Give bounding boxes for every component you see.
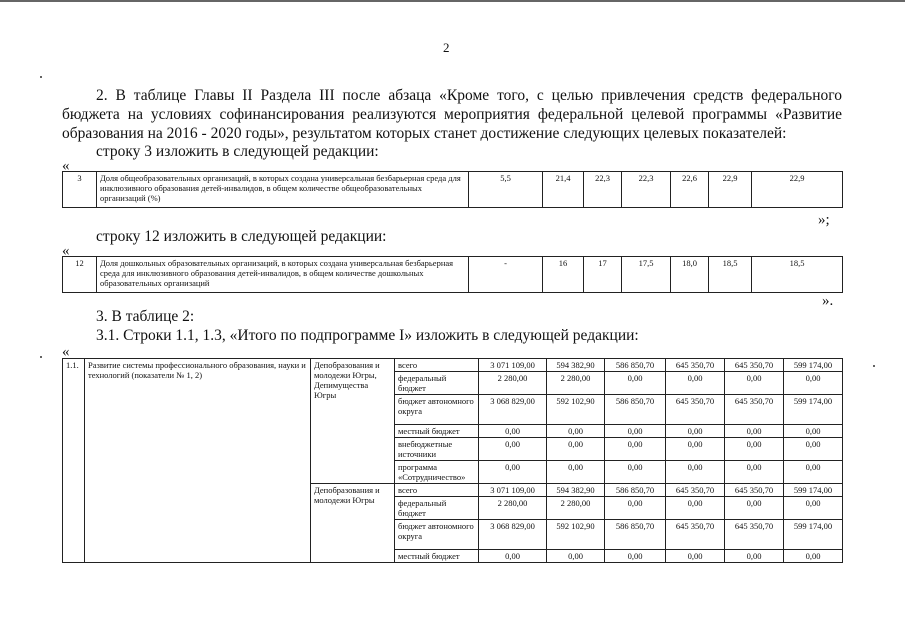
amount-cell: 0,00 xyxy=(666,372,725,395)
open-quote: « xyxy=(62,243,70,259)
amount-cell: 586 850,70 xyxy=(605,395,666,425)
value-cell: 18,0 xyxy=(671,257,709,293)
funding-source: внебюджетные источники xyxy=(395,438,479,461)
row-number: 12 xyxy=(63,257,97,293)
amount-cell: 592 102,90 xyxy=(547,520,605,550)
amount-cell: 2 280,00 xyxy=(547,497,605,520)
amount-cell: 0,00 xyxy=(605,497,666,520)
funding-source: бюджет автономного округа xyxy=(395,520,479,550)
value-cell: 22,3 xyxy=(584,172,622,208)
responsible-org: Депобразования и молодежи Югры, Депимущества Югры xyxy=(311,359,395,484)
funding-source: местный бюджет xyxy=(395,550,479,563)
amount-cell: 0,00 xyxy=(479,461,547,484)
amount-cell: 0,00 xyxy=(725,425,784,438)
funding-source: программа «Сотрудничество» xyxy=(395,461,479,484)
amount-cell: 594 382,90 xyxy=(547,484,605,497)
table-2-fragment xyxy=(62,358,843,563)
amount-cell: 645 350,70 xyxy=(666,359,725,372)
close-quote: »; xyxy=(818,212,830,228)
amount-cell: 0,00 xyxy=(784,372,843,395)
amount-cell: 0,00 xyxy=(479,438,547,461)
amount-cell: 586 850,70 xyxy=(605,359,666,372)
amount-cell: 599 174,00 xyxy=(784,395,843,425)
amount-cell: 0,00 xyxy=(666,497,725,520)
amount-cell: 645 350,70 xyxy=(725,484,784,497)
value-cell: 21,4 xyxy=(543,172,584,208)
amount-cell: 0,00 xyxy=(725,372,784,395)
value-cell: 22,9 xyxy=(752,172,843,208)
funding-source: всего xyxy=(395,359,479,372)
amount-cell: 645 350,70 xyxy=(725,359,784,372)
value-cell: 22,6 xyxy=(671,172,709,208)
table-row xyxy=(63,359,843,372)
table-row-3 xyxy=(62,171,843,208)
amount-cell: 2 280,00 xyxy=(479,372,547,395)
funding-source: федеральный бюджет xyxy=(395,372,479,395)
scan-edge xyxy=(0,0,905,2)
amount-cell: 0,00 xyxy=(784,425,843,438)
page-number: 2 xyxy=(443,40,450,55)
amount-cell: 2 280,00 xyxy=(547,372,605,395)
amount-cell: 0,00 xyxy=(725,497,784,520)
row-number: 3 xyxy=(63,172,97,208)
value-cell: 18,5 xyxy=(752,257,843,293)
value-cell: - xyxy=(469,257,543,293)
row12-heading: строку 12 изложить в следующей редакции: xyxy=(96,228,387,245)
amount-cell: 0,00 xyxy=(666,550,725,563)
amount-cell: 0,00 xyxy=(605,438,666,461)
amount-cell: 3 068 829,00 xyxy=(479,395,547,425)
amount-cell: 0,00 xyxy=(605,425,666,438)
scan-speck xyxy=(40,76,42,78)
scan-speck xyxy=(40,356,42,358)
amount-cell: 645 350,70 xyxy=(666,484,725,497)
value-cell: 5,5 xyxy=(469,172,543,208)
amount-cell: 0,00 xyxy=(479,425,547,438)
amount-cell: 0,00 xyxy=(547,425,605,438)
amount-cell: 0,00 xyxy=(547,438,605,461)
indicator-text: Доля дошкольных образовательных организаций, в которых создана универсальная безбарьерная среда для инклюзивного образования детей-инвалидов, в общем количестве дошкольных образовательных организаций xyxy=(97,257,469,293)
amount-cell: 0,00 xyxy=(666,438,725,461)
amount-cell: 0,00 xyxy=(725,550,784,563)
responsible-org: Депобразования и молодежи Югры xyxy=(311,484,395,563)
amount-cell: 594 382,90 xyxy=(547,359,605,372)
amount-cell: 599 174,00 xyxy=(784,359,843,372)
open-quote: « xyxy=(62,344,70,360)
amount-cell: 0,00 xyxy=(547,550,605,563)
value-cell: 17 xyxy=(584,257,622,293)
amount-cell: 3 071 109,00 xyxy=(479,359,547,372)
amount-cell: 599 174,00 xyxy=(784,484,843,497)
amount-cell: 0,00 xyxy=(605,372,666,395)
intro-paragraph: 2. В таблице Главы II Раздела III после абзаца «Кроме того, с целью привлечения средств федерального бюджета на условиях софинансирования реализуются мероприятия федеральной целевой программы «Развитие образования на 2016 - 2020 годы», результатом которых станет достижение следующих целевых показателей: xyxy=(62,87,842,142)
amount-cell: 0,00 xyxy=(605,550,666,563)
amount-cell: 0,00 xyxy=(479,550,547,563)
amount-cell: 0,00 xyxy=(784,438,843,461)
amount-cell: 586 850,70 xyxy=(605,484,666,497)
scan-speck xyxy=(873,365,875,367)
amount-cell: 0,00 xyxy=(784,497,843,520)
row3-heading: строку 3 изложить в следующей редакции: xyxy=(96,143,379,160)
value-cell: 18,5 xyxy=(709,257,752,293)
value-cell: 16 xyxy=(543,257,584,293)
value-cell: 17,5 xyxy=(622,257,671,293)
section31-heading: 3.1. Строки 1.1, 1.3, «Итого по подпрограмме I» изложить в следующей редакции: xyxy=(96,327,639,344)
activity-title: Развитие системы профессионального образования, науки и технологий (показатели № 1, 2) xyxy=(85,359,311,563)
amount-cell: 0,00 xyxy=(605,461,666,484)
open-quote: « xyxy=(62,158,70,174)
funding-source: федеральный бюджет xyxy=(395,497,479,520)
amount-cell: 3 071 109,00 xyxy=(479,484,547,497)
funding-source: местный бюджет xyxy=(395,425,479,438)
amount-cell: 0,00 xyxy=(784,550,843,563)
amount-cell: 0,00 xyxy=(784,461,843,484)
amount-cell: 3 068 829,00 xyxy=(479,520,547,550)
row-number: 1.1. xyxy=(63,359,85,563)
amount-cell: 592 102,90 xyxy=(547,395,605,425)
table-row-12 xyxy=(62,256,843,293)
value-cell: 22,3 xyxy=(622,172,671,208)
amount-cell: 645 350,70 xyxy=(666,520,725,550)
amount-cell: 645 350,70 xyxy=(725,520,784,550)
amount-cell: 0,00 xyxy=(666,425,725,438)
amount-cell: 2 280,00 xyxy=(479,497,547,520)
amount-cell: 0,00 xyxy=(725,438,784,461)
indicator-text: Доля общеобразовательных организаций, в которых создана универсальная безбарьерная среда для инклюзивного образования детей-инвалидов, в общем количестве общеобразовательных организаций (%) xyxy=(97,172,469,208)
amount-cell: 0,00 xyxy=(725,461,784,484)
amount-cell: 586 850,70 xyxy=(605,520,666,550)
amount-cell: 645 350,70 xyxy=(666,395,725,425)
amount-cell: 0,00 xyxy=(666,461,725,484)
amount-cell: 599 174,00 xyxy=(784,520,843,550)
section3-heading: 3. В таблице 2: xyxy=(96,308,195,325)
amount-cell: 0,00 xyxy=(547,461,605,484)
funding-source: бюджет автономного округа xyxy=(395,395,479,425)
funding-source: всего xyxy=(395,484,479,497)
amount-cell: 645 350,70 xyxy=(725,395,784,425)
value-cell: 22,9 xyxy=(709,172,752,208)
close-quote: ». xyxy=(822,293,834,309)
